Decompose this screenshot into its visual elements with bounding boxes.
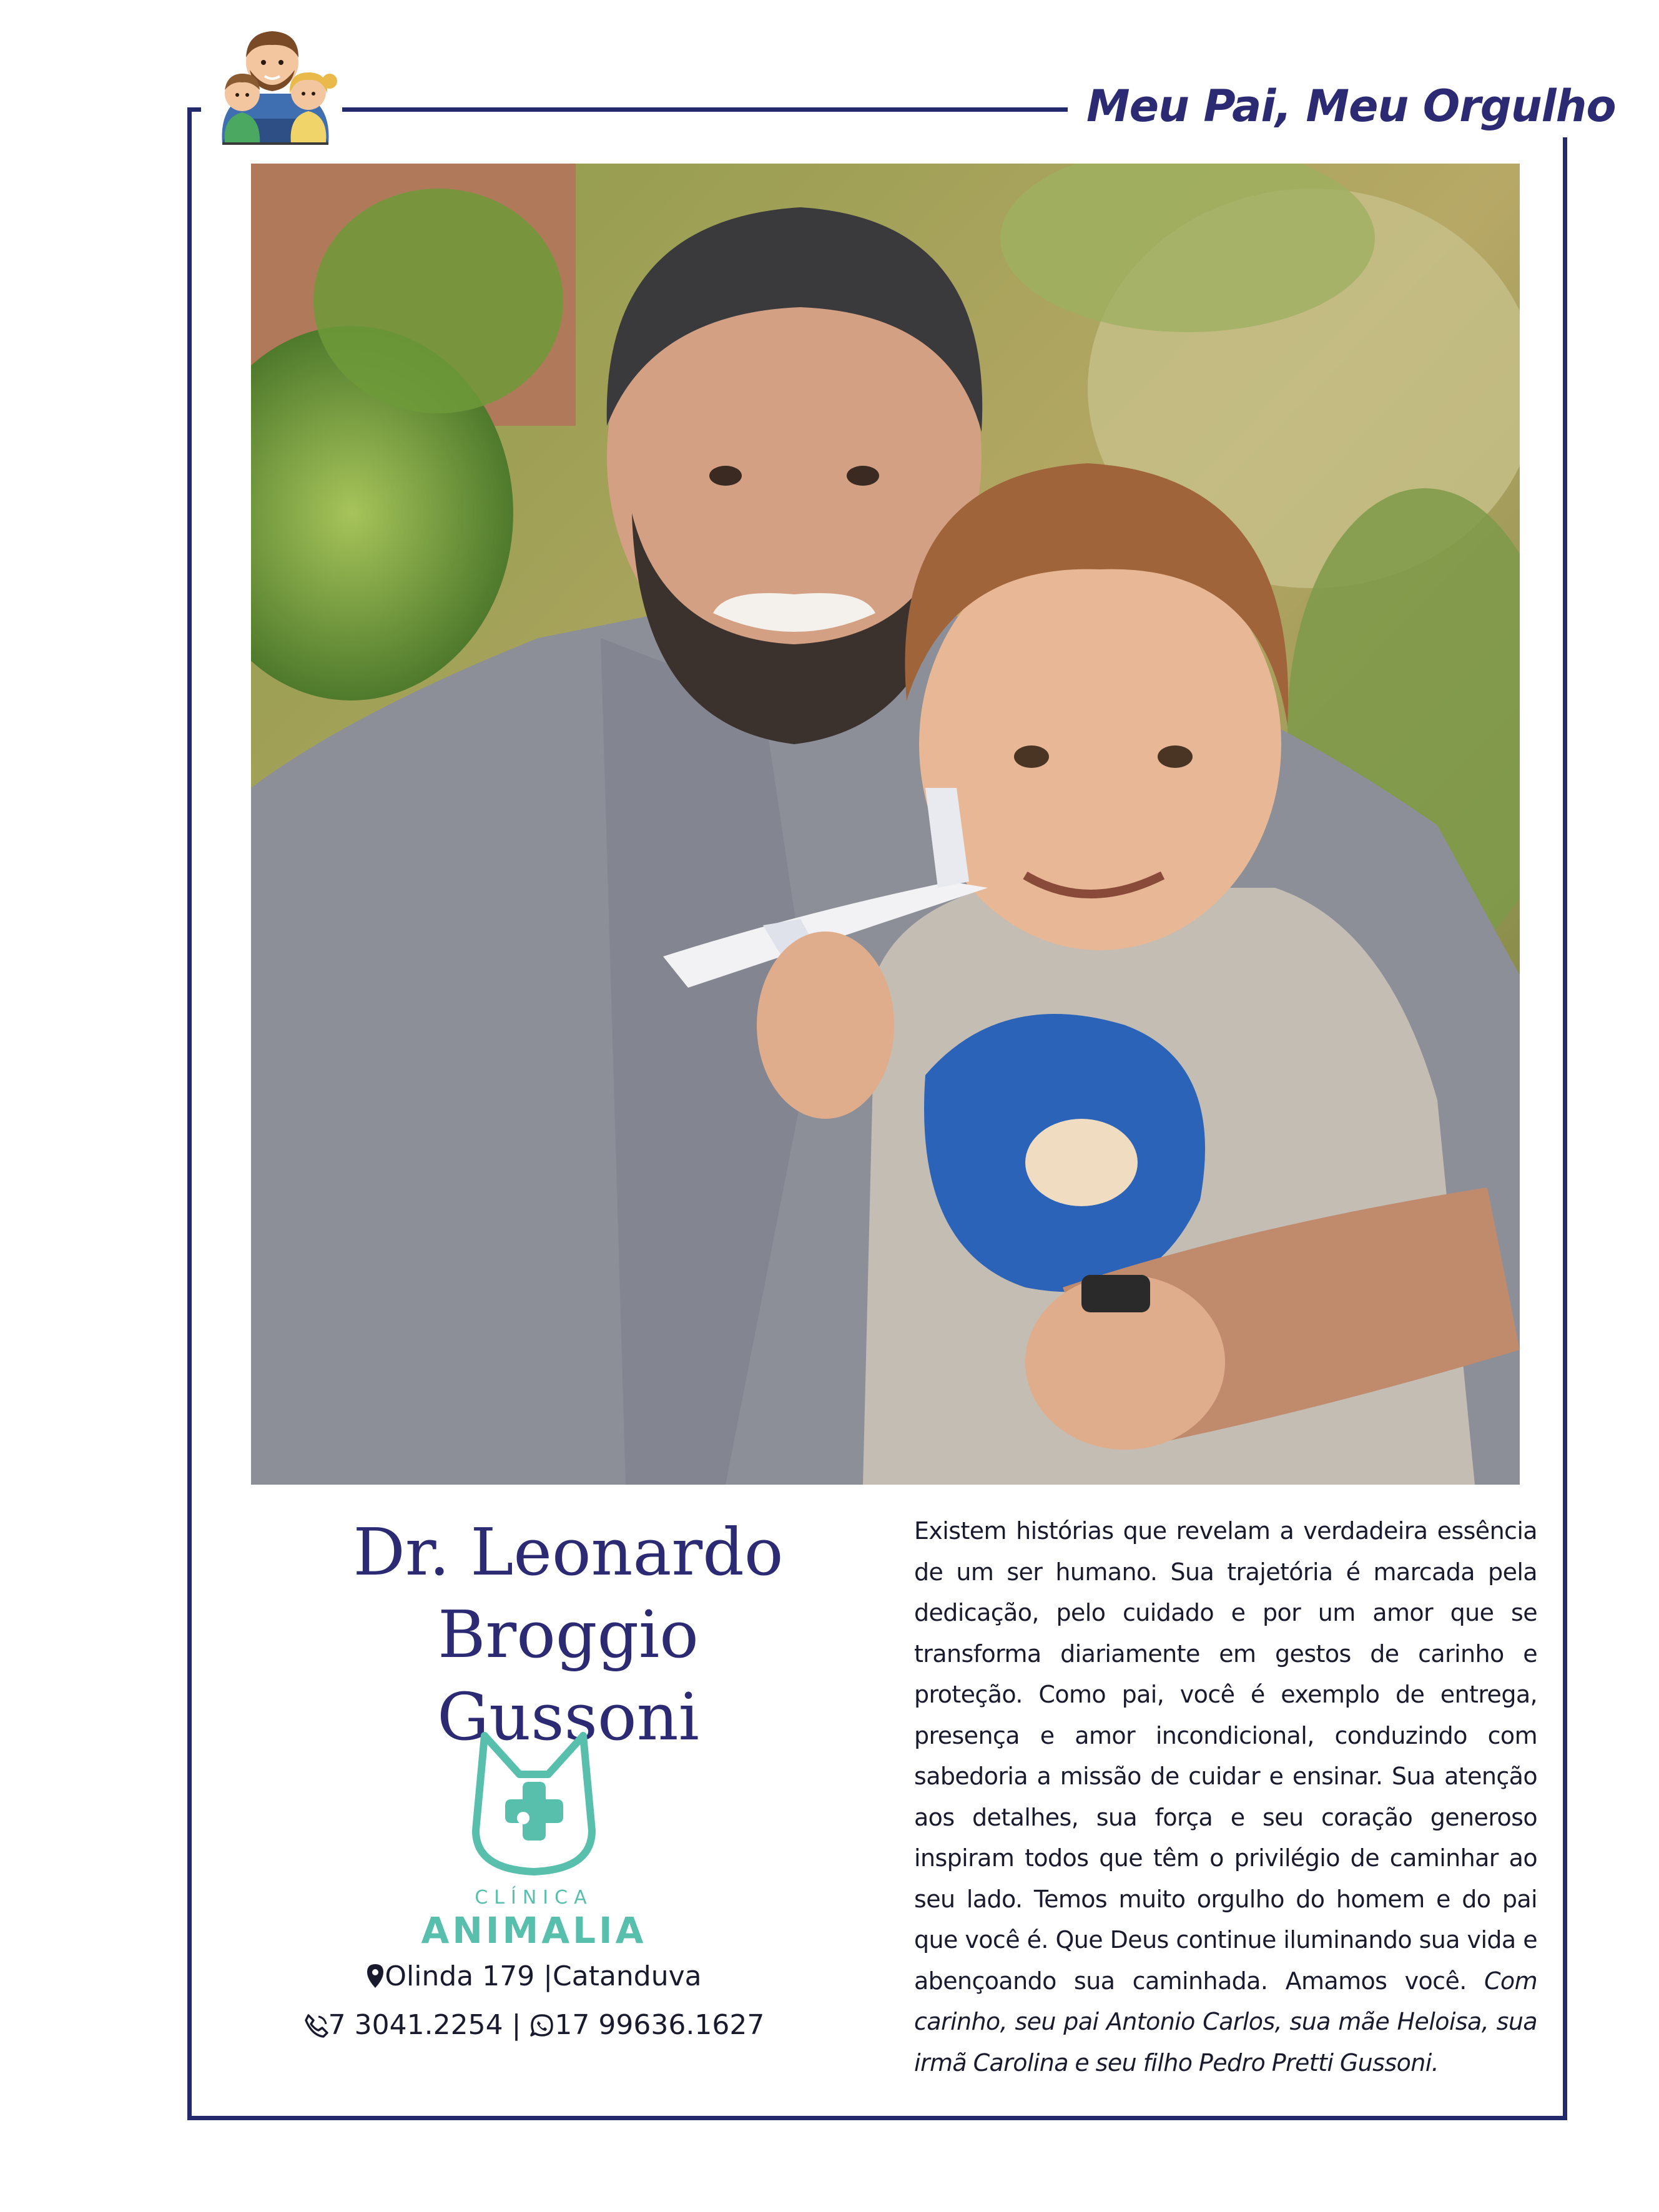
whatsapp-number[interactable]: 17 99636.1627 (554, 2009, 765, 2041)
clinic-animalia-logo-icon (470, 1724, 598, 1877)
honoree-name (219, 1511, 918, 1758)
map-pin-icon (366, 1963, 385, 1989)
tribute-body: Existem histórias que revelam a verdadeira essência de um ser humano. Sua trajetória é marcada pela dedicação, pelo cuidado e por um amor que se transforma diariamente em gestos de carinho e proteção. Como pai, você é exemplo de entrega, presença e amor incondicional, conduzindo com sabedoria a missão de cuidar e ensinar. Sua atenção aos detalhes, sua força e seu coração generoso inspiram todos que têm o privilégio de caminhar ao seu lado. Temos muito orgulho do homem e do pai que você é. Que Deus continue iluminando sua vida e abençoando sua caminhada. Amamos você. (914, 1517, 1537, 1995)
phone-number[interactable]: 7 3041.2254 (328, 2009, 503, 2041)
phone-icon (303, 2013, 328, 2038)
clinic-phones (262, 2009, 805, 2041)
clinic-sub-label: CLÍNICA (475, 1887, 593, 1909)
honoree-name-line-1: Dr. Leonardo Broggio (353, 1514, 784, 1673)
address-text: Olinda 179 |Catanduva (385, 1960, 702, 1992)
whatsapp-icon (529, 2013, 554, 2038)
father-and-son-photo (251, 164, 1520, 1485)
clinic-address (262, 1960, 805, 1992)
tribute-text (914, 1511, 1537, 2083)
page-title: Meu Pai, Meu Orgulho (1086, 81, 1616, 132)
tribute-signature: Com carinho, seu pai Antonio Carlos, sua mãe Heloisa, sua irmã Carolina e seu filho Pedro Pretti Gussoni. (914, 1967, 1537, 2077)
phone-separator: | (511, 2009, 521, 2041)
honoree-name-line-2: Gussoni (437, 1679, 699, 1755)
family-illustration-icon (204, 19, 345, 151)
clinic-name: ANIMALIA (421, 1909, 647, 1952)
